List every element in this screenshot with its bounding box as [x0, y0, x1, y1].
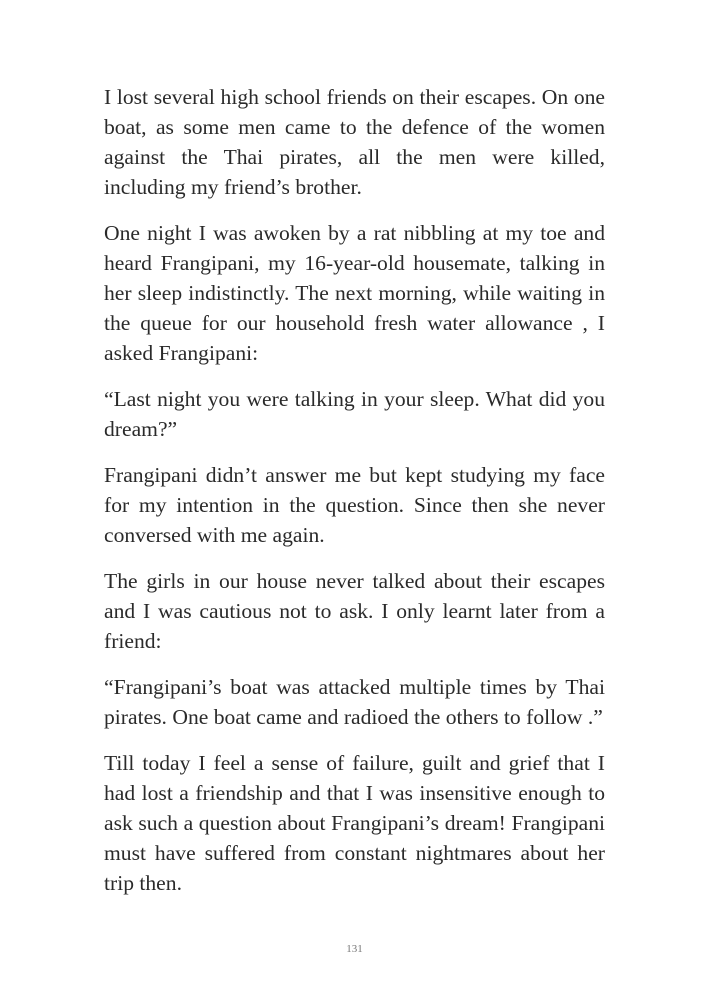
page-body	[104, 82, 605, 914]
paragraph-1: I lost several high school friends on their escapes. On one boat, as some men came to the defence of the women against the Thai pirates, all the men were killed, including my friend’s brother.	[104, 85, 605, 199]
page-number: 131	[346, 943, 363, 955]
paragraph-2: One night I was awoken by a rat nibbling at my toe and heard Frangipani, my 16-year-old housemate, talking in her sleep indistinctly. The next morning, while waiting in the queue for our household fresh water allowance , I asked Frangipani:	[104, 221, 605, 365]
paragraph-5: The girls in our house never talked about their escapes and I was cautious not to ask. I only learnt later from a friend:	[104, 569, 605, 653]
paragraph-4: Frangipani didn’t answer me but kept studying my face for my intention in the question. Since then she never conversed with me again.	[104, 463, 605, 547]
paragraph-7: Till today I feel a sense of failure, guilt and grief that I had lost a friendship and that I was insensitive enough to ask such a question about Frangipani’s dream! Frangipani must have suffered from constant nightmares about her trip then.	[104, 751, 605, 895]
paragraph-3: “Last night you were talking in your sleep. What did you dream?”	[104, 387, 605, 441]
paragraph-6: “Frangipani’s boat was attacked multiple times by Thai pirates. One boat came and radioed the others to follow .”	[104, 675, 605, 729]
